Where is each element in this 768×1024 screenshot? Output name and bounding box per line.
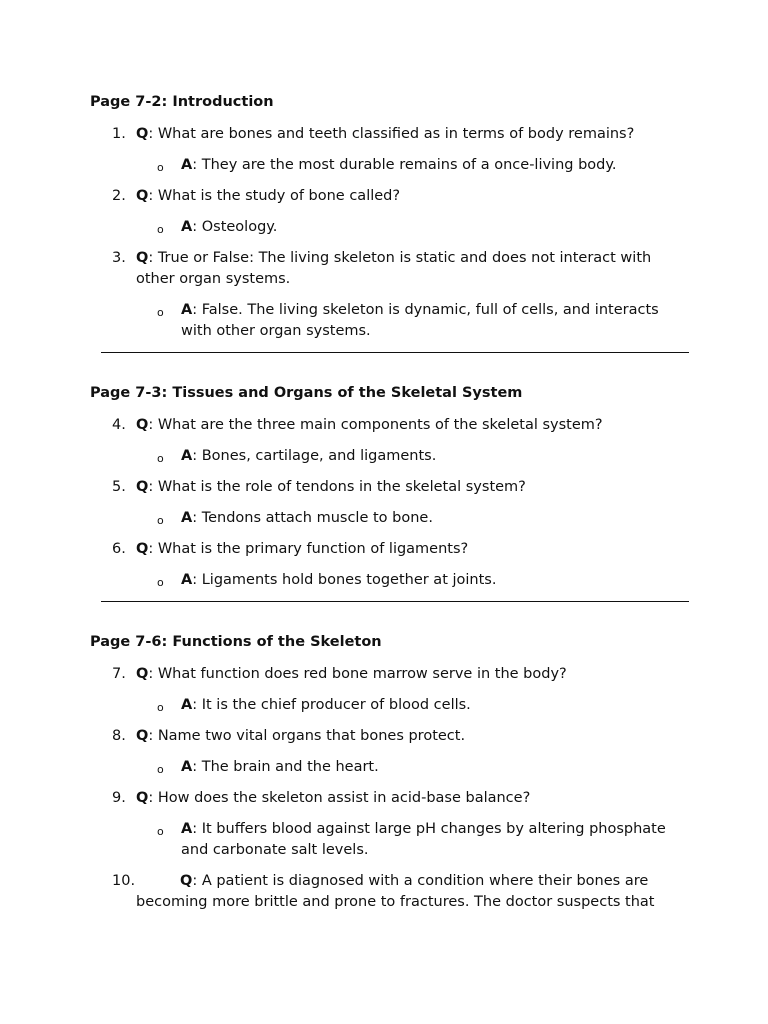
answer-item (90, 695, 690, 716)
question-text: : What is the study of bone called? (148, 188, 401, 204)
question-text: : What are the three main components of the skeletal system? (148, 417, 603, 433)
q-label: Q (136, 790, 149, 806)
section-functions (90, 632, 690, 913)
question-text: : What are bones and teeth classified as in terms of body remains? (148, 126, 635, 142)
bullet-icon: o (157, 452, 164, 465)
question-text: : How does the skeleton assist in acid-base balance? (148, 790, 531, 806)
a-label: A (181, 572, 193, 588)
bullet-icon: o (157, 701, 164, 714)
a-label: A (181, 821, 193, 837)
answer-item (90, 757, 690, 778)
bullet-icon: o (157, 161, 164, 174)
q-label: Q (136, 126, 149, 142)
section-intro (90, 92, 690, 342)
question-text: : Name two vital organs that bones protect. (148, 728, 466, 744)
question-item (90, 415, 690, 436)
question-item (90, 539, 690, 560)
section-title: Page 7-3: Tissues and Organs of the Skeletal System (90, 385, 523, 401)
question-text: : A patient is diagnosed with a condition where their bones are becoming more brittle and prone to fractures. The doctor suspects that (136, 873, 655, 910)
a-label: A (181, 759, 193, 775)
q-label: Q (136, 479, 149, 495)
answer-item (90, 819, 690, 861)
a-label: A (181, 302, 193, 318)
answer-item (90, 217, 690, 238)
question-number: 10. (112, 873, 136, 889)
answer-text: : False. The living skeleton is dynamic, full of cells, and interacts with other organ systems. (181, 302, 659, 339)
bullet-icon: o (157, 306, 164, 319)
answer-text: : They are the most durable remains of a once-living body. (192, 157, 617, 173)
answer-item (90, 570, 690, 591)
q-label: Q (136, 666, 149, 682)
q-label: Q (180, 873, 193, 889)
question-number: 4. (112, 417, 126, 433)
question-text: : True or False: The living skeleton is static and does not interact with other organ systems. (136, 250, 652, 287)
question-number: 7. (112, 666, 126, 682)
a-label: A (181, 510, 193, 526)
bullet-icon: o (157, 576, 164, 589)
a-label: A (181, 157, 193, 173)
answer-text: : Bones, cartilage, and ligaments. (192, 448, 437, 464)
answer-text: : It is the chief producer of blood cells. (192, 697, 471, 713)
question-number: 9. (112, 790, 126, 806)
question-item (90, 788, 690, 809)
question-number: 6. (112, 541, 126, 557)
question-item (90, 871, 690, 913)
document-page (90, 92, 690, 923)
question-item (90, 248, 690, 290)
a-label: A (181, 448, 193, 464)
answer-text: : Tendons attach muscle to bone. (192, 510, 433, 526)
question-item (90, 186, 690, 207)
question-item (90, 726, 690, 747)
bullet-icon: o (157, 825, 164, 838)
question-item (90, 477, 690, 498)
question-text: : What is the role of tendons in the skeletal system? (148, 479, 526, 495)
section-title: Page 7-2: Introduction (90, 94, 274, 110)
question-number: 2. (112, 188, 126, 204)
question-item (90, 124, 690, 145)
question-text: : What function does red bone marrow serve in the body? (148, 666, 567, 682)
bullet-icon: o (157, 223, 164, 236)
section-tissues (90, 383, 690, 591)
bullet-icon: o (157, 514, 164, 527)
q-label: Q (136, 188, 149, 204)
a-label: A (181, 219, 193, 235)
question-number: 3. (112, 250, 126, 266)
answer-item (90, 300, 690, 342)
question-number: 8. (112, 728, 126, 744)
bullet-icon: o (157, 763, 164, 776)
answer-text: : Ligaments hold bones together at joints. (192, 572, 497, 588)
answer-item (90, 508, 690, 529)
question-item (90, 664, 690, 685)
a-label: A (181, 697, 193, 713)
q-label: Q (136, 250, 149, 266)
question-number: 5. (112, 479, 126, 495)
q-label: Q (136, 417, 149, 433)
q-label: Q (136, 728, 149, 744)
section-title: Page 7-6: Functions of the Skeleton (90, 634, 382, 650)
answer-item (90, 446, 690, 467)
answer-text: : It buffers blood against large pH changes by altering phosphate and carbonate salt levels. (181, 821, 666, 858)
answer-text: : Osteology. (192, 219, 278, 235)
answer-item (90, 155, 690, 176)
question-text: : What is the primary function of ligaments? (148, 541, 469, 557)
q-label: Q (136, 541, 149, 557)
question-number: 1. (112, 126, 126, 142)
answer-text: : The brain and the heart. (192, 759, 379, 775)
